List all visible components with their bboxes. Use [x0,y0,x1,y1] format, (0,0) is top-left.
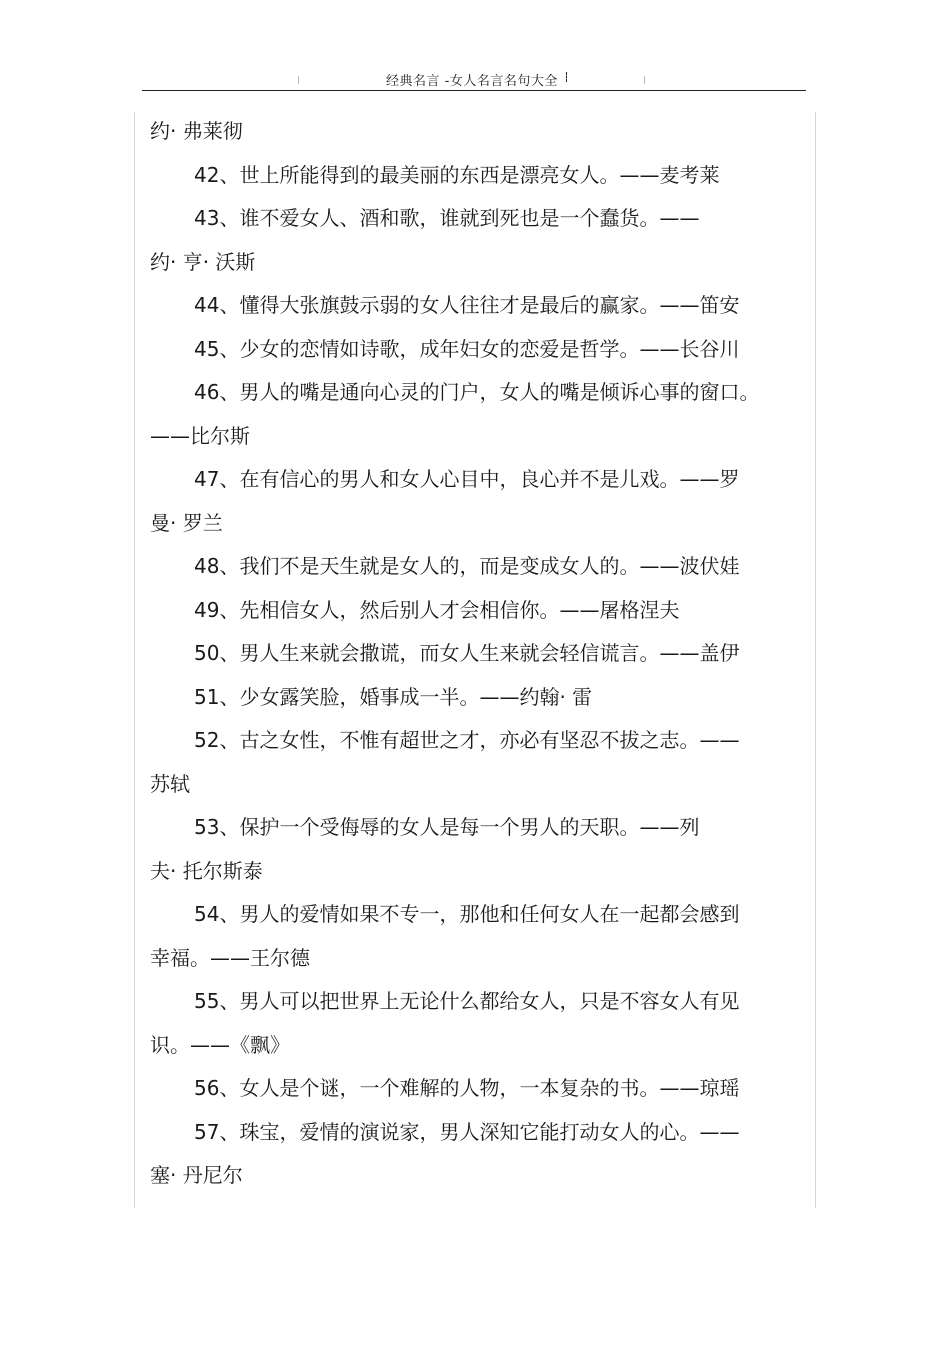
quote-line: 57、珠宝，爱情的演说家，男人深知它能打动女人的心。—— [194,1119,740,1144]
quote-continuation-line: 苏轼 [150,771,190,796]
quote-continuation-line: 曼· 罗兰 [150,510,223,535]
quote-line: 49、先相信女人，然后别人才会相信你。——屠格涅夫 [194,597,680,622]
quote-line: 43、谁不爱女人、酒和歌，谁就到死也是一个蠢货。—— [194,206,700,230]
quote-line: 44、懂得大张旗鼓示弱的女人往往才是最后的赢家。——笛安 [194,293,740,317]
quote-continuation-line: 约· 弗莱彻 [150,119,243,143]
quote-list [150,110,810,1198]
left-margin-line [134,112,135,1208]
quote-continuation-line: 幸福。——王尔德 [150,945,310,970]
quote-continuation-line: 识。——《飘》 [150,1032,290,1057]
quote-line: 45、少女的恋情如诗歌，成年妇女的恋爱是哲学。——长谷川 [194,336,740,361]
quote-line: 46、男人的嘴是通向心灵的门户，女人的嘴是倾诉心事的窗口。 [194,380,760,404]
page-header [0,66,950,92]
header-divider [142,90,806,91]
quote-line: 56、女人是个谜，一个难解的人物，一本复杂的书。——琼瑶 [194,1076,740,1100]
header-tick-mark [644,76,645,84]
quote-line: 47、在有信心的男人和女人心目中，良心并不是儿戏。——罗 [194,467,740,491]
header-tick-mark [298,76,299,84]
quote-line: 48、我们不是天生就是女人的，而是变成女人的。——波伏娃 [194,554,740,578]
quote-line: 55、男人可以把世界上无论什么都给女人，只是不容女人有见 [194,989,740,1013]
header-tick-mark [566,72,567,82]
quote-continuation-line: 约· 亨· 沃斯 [150,249,256,274]
quote-line: 51、少女露笑脸，婚事成一半。——约翰· 雷 [194,684,593,709]
quote-line: 50、男人生来就会撒谎，而女人生来就会轻信谎言。——盖伊 [194,641,740,665]
quote-continuation-line: 夫· 托尔斯泰 [150,858,263,883]
right-margin-line [815,112,816,1208]
quote-line: 52、古之女性，不惟有超世之才，亦必有坚忍不拔之志。—— [194,728,740,752]
header-title: 经典名言 -女人名言名句大全 [386,74,558,89]
quote-continuation-line: ——比尔斯 [150,423,250,448]
quote-continuation-line: 塞· 丹尼尔 [150,1163,243,1187]
quote-line: 42、世上所能得到的最美丽的东西是漂亮女人。——麦考莱 [194,162,720,187]
quote-line: 54、男人的爱情如果不专一，那他和任何女人在一起都会感到 [194,902,740,926]
quote-line: 53、保护一个受侮辱的女人是每一个男人的天职。——列 [194,815,700,839]
